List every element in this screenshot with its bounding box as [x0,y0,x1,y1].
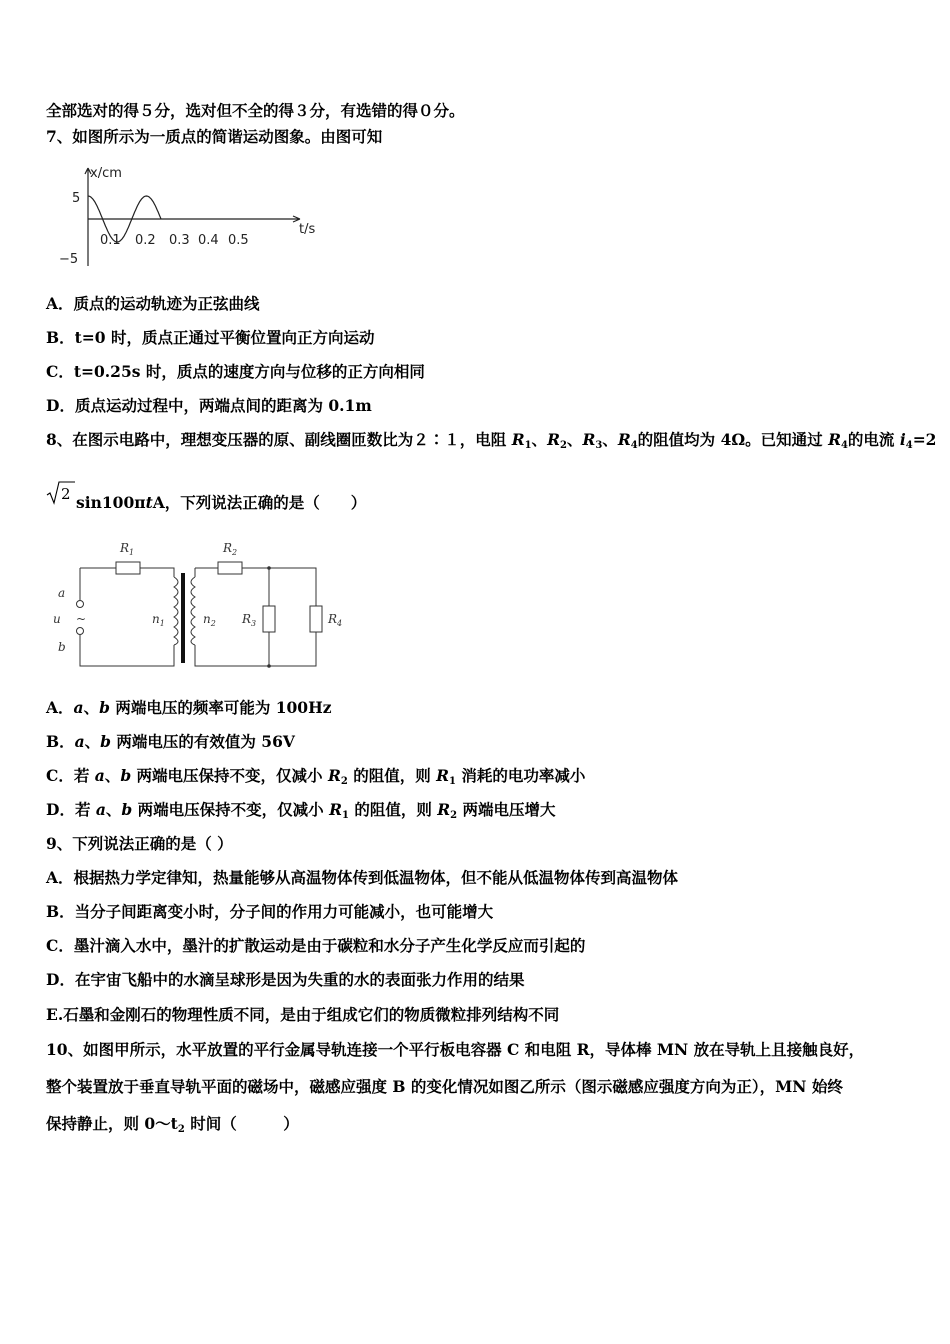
t-sub: 2 [177,1124,185,1135]
option-text: 两端电压的有效值为 56V [111,732,295,751]
option-label: A． [46,294,74,313]
i-sub: 4 [905,440,913,451]
r-sub: 4 [337,619,343,628]
q8-option-b [46,732,295,752]
sep: 、 [104,766,121,785]
x-tick-0.1: 0.1 [100,233,121,248]
sep: 、 [602,430,618,449]
n1-label [152,612,165,628]
node-a-label: a [58,586,66,600]
question-8-stem-line1 [46,430,936,456]
b-var: b [121,800,133,819]
option-label: B． [46,328,75,347]
n2-label [203,612,216,628]
r-symbol: R [547,430,560,449]
r-sub: 1 [449,776,456,787]
text: 的阻值均为 4Ω。已知通过 [637,430,829,449]
n-symbol: n [152,612,160,626]
option-label: B． [46,902,75,921]
q8-option-d [46,800,555,826]
option-text: 质点的运动轨迹为正弦曲线 [73,294,260,313]
r-symbol: R [223,541,233,555]
x-tick-0.3: 0.3 [169,233,190,248]
option-text: 石墨和金刚石的物理性质不同，是由于组成它们的物质微粒排列结构不同 [63,1005,560,1024]
option-text: 两端电压保持不变，仅减小 [132,800,330,819]
r-symbol: R [328,612,338,626]
q9-option-d [46,970,524,990]
option-text: 当分子间距离变小时，分子间的作用力可能减小，也可能增大 [74,902,494,921]
question-8-stem-line2 [76,493,366,513]
b-var: b [100,732,112,751]
option-text: 的阻值，则 [347,766,437,785]
r-sub: 4 [840,440,848,451]
r1-label [119,541,134,557]
r-sub: 3 [595,440,603,451]
r-sub: 1 [341,810,349,821]
r-sub: 2 [559,440,567,451]
y-tick-neg5: −5 [59,252,79,267]
node-b-label: b [58,640,66,654]
text: 的电流 [847,430,900,449]
sep: 、 [531,430,548,449]
option-label: C． [46,362,74,381]
a-var: a [94,766,105,785]
r-symbol: R [582,430,596,449]
a-var: a [74,732,85,751]
a-var: a [95,800,106,819]
r-symbol: R [242,612,252,626]
y-axis-label: x/cm [90,166,122,181]
x-tick-0.2: 0.2 [135,233,156,248]
r-sub: 2 [450,810,458,821]
option-text: 在宇宙飞船中的水滴呈球形是因为失重的水的表面张力作用的结果 [74,970,525,989]
option-text: t=0 时，质点正通过平衡位置向正方向运动 [74,328,375,347]
option-text: 两端电压增大 [457,800,556,819]
question-10-line3 [46,1114,299,1140]
option-text: 若 [73,766,95,785]
r-symbol: R [828,430,841,449]
option-label: E. [46,1005,64,1024]
question-10-line1: 10、如图甲所示，水平放置的平行金属导轨连接一个平行板电容器 C 和电阻 R，导体棒 MN 放在导轨上且接触良好， [46,1040,865,1059]
option-label: D． [46,396,75,415]
scoring-note: 全部选对的得５分，选对但不全的得３分，有选错的得０分。 [46,101,465,120]
option-label: A． [46,698,74,717]
n-symbol: n [203,612,211,626]
option-label: B． [46,732,75,751]
r2-label [222,541,237,557]
x-tick-0.4: 0.4 [198,233,219,248]
r-symbol: R [437,800,451,819]
i-symbol: i [899,430,906,449]
question-7-stem: 7、如图所示为一质点的简谐运动图象。由图可知 [46,127,383,146]
option-text: 消耗的电功率减小 [455,766,586,785]
sqrt-sign [46,480,76,506]
r-sub: 2 [232,548,238,557]
source-u-label: u [53,612,61,626]
n-sub: 2 [210,619,216,628]
sep: 、 [105,800,122,819]
n-sub: 1 [159,619,165,628]
r-symbol: R [327,766,341,785]
i-eq: =2 [912,430,937,449]
r4-label [327,612,342,628]
q9-option-c [46,936,585,956]
question-9-stem: 9、下列说法正确的是（ ） [46,834,233,853]
q7-option-d [46,396,372,416]
b-var: b [120,766,132,785]
r-sub: 3 [251,619,257,628]
r-sub: 4 [630,440,638,451]
q9-option-a [46,868,678,888]
q9-option-b [46,902,493,922]
option-text: 若 [74,800,96,819]
r-symbol: R [329,800,342,819]
sqrt-radicand: 2 [61,485,71,503]
q8-option-c [46,766,585,792]
r-sub: 1 [129,548,135,557]
q7-option-b [46,328,374,348]
x-axis-label: t/s [299,222,316,237]
option-label: D． [46,800,75,819]
question-10-line2: 整个装置放于垂直导轨平面的磁场中，磁感应强度 B 的变化情况如图乙所示（图示磁感应强度方向为正），MN 始终 [46,1077,843,1096]
a-var: a [73,698,84,717]
option-label: C． [46,766,74,785]
q8-option-a [46,698,332,718]
text: A，下列说法正确的是（ ） [152,493,367,512]
shm-graph [52,160,342,275]
option-text: t=0.25s 时，质点的速度方向与位移的正方向相同 [73,362,425,381]
option-label: A． [46,868,74,887]
option-text: 墨汁滴入水中，墨汁的扩散运动是由于碳粒和水分子产生化学反应而引起的 [73,936,586,955]
y-tick-5: 5 [72,191,81,206]
r3-label [241,612,256,628]
text: 保持静止，则 0～t [46,1114,178,1133]
b-var: b [99,698,110,717]
text: sin100π [76,493,146,512]
transformer-circuit-diagram [48,535,358,675]
option-label: C． [46,936,74,955]
r-symbol: R [436,766,449,785]
q9-option-e [46,1005,559,1025]
x-tick-0.5: 0.5 [228,233,249,248]
text: 时间（ ） [184,1114,299,1133]
option-text: 的阻值，则 [348,800,438,819]
r-symbol: R [120,541,130,555]
sep: 、 [83,698,100,717]
sep: 、 [566,430,583,449]
option-label: D． [46,970,75,989]
q7-option-a [46,294,260,314]
r-sub: 1 [524,440,532,451]
r-symbol: R [617,430,631,449]
q7-option-c [46,362,425,382]
sep: 、 [84,732,101,751]
option-text: 质点运动过程中，两端点间的距离为 0.1m [74,396,372,415]
t-symbol: t [145,493,153,512]
r-sub: 2 [340,776,348,787]
r-symbol: R [511,430,525,449]
option-text: 两端电压的频率可能为 100Hz [109,698,332,717]
option-text: 根据热力学定律知，热量能够从高温物体传到低温物体，但不能从低温物体传到高温物体 [73,868,679,887]
axes [85,168,300,266]
option-text: 两端电压保持不变，仅减小 [131,766,328,785]
ac-source-symbol: ~ [76,612,87,626]
text: 8、在图示电路中，理想变压器的原、副线圈匝数比为２∶１，电阻 [46,430,512,449]
